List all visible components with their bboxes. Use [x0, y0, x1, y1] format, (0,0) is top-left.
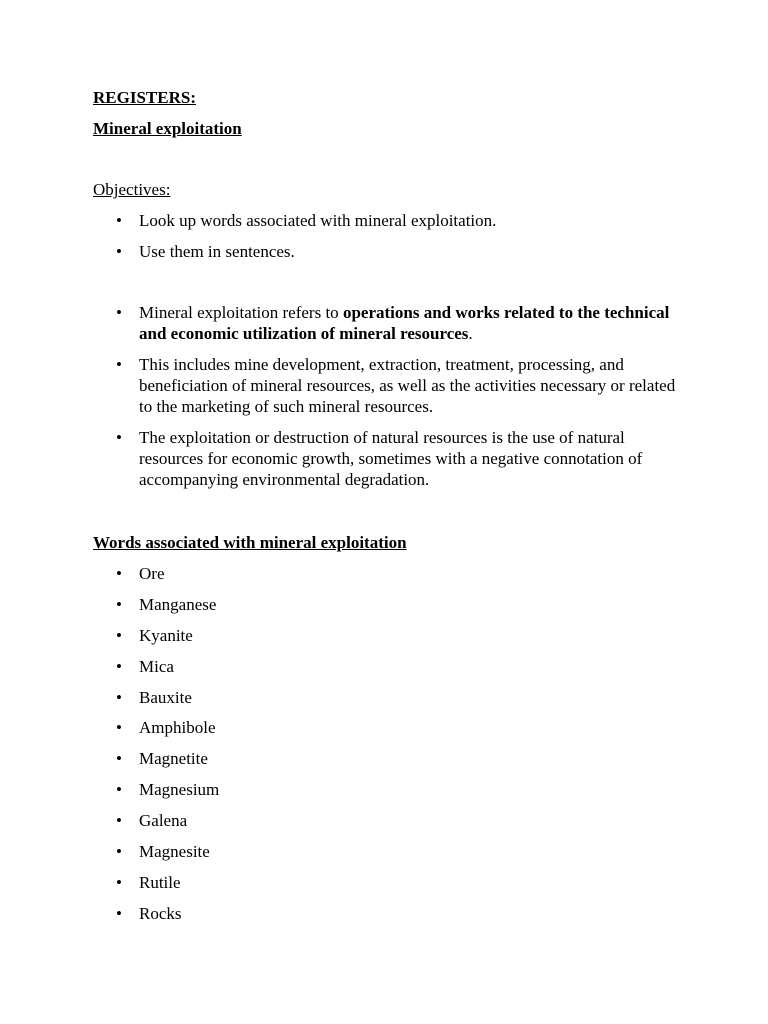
word-item	[0, 625, 684, 646]
page-heading: REGISTERS:	[93, 88, 196, 107]
bullet-icon: •	[116, 428, 122, 447]
bullet-icon: •	[116, 625, 122, 645]
definition-item	[0, 302, 684, 344]
word-text: Magnetite	[139, 749, 208, 769]
words-list	[0, 563, 768, 934]
words-heading: Words associated with mineral exploitation	[93, 533, 407, 552]
word-item	[0, 594, 684, 615]
word-text: Rocks	[139, 903, 182, 923]
word-item	[0, 656, 684, 677]
word-text: Manganese	[139, 594, 217, 614]
bullet-icon: •	[116, 594, 122, 614]
bullet-icon: •	[116, 656, 122, 676]
page-subheading: Mineral exploitation	[93, 119, 242, 138]
word-item	[0, 717, 684, 738]
definition-prefix: Mineral exploitation refers to	[139, 303, 343, 322]
definition-text: The exploitation or destruction of natural resources is the use of natural resources for economic growth, sometimes with a negative connotation of accompanying environmental degradation.	[139, 428, 643, 489]
word-item	[0, 841, 684, 862]
bullet-icon: •	[116, 211, 122, 230]
bullet-icon: •	[116, 872, 122, 892]
word-item	[0, 872, 684, 893]
bullet-icon: •	[116, 564, 122, 583]
bullet-icon: •	[116, 811, 122, 831]
objective-item	[0, 241, 684, 262]
bullet-icon: •	[116, 303, 122, 322]
word-item	[0, 810, 684, 831]
bullet-icon: •	[116, 749, 122, 769]
objectives-label: Objectives:	[93, 180, 171, 199]
definition-item	[0, 427, 684, 490]
bullet-icon: •	[116, 780, 122, 800]
word-text: Kyanite	[139, 625, 193, 645]
definition-text: This includes mine development, extraction, treatment, processing, and beneficiation of mineral resources, as well as the activities necessary or related to the marketing of such mineral resources.	[139, 355, 676, 416]
objective-item	[0, 210, 684, 231]
word-item	[0, 748, 684, 769]
word-text: Ore	[139, 564, 165, 583]
bullet-icon: •	[116, 718, 122, 738]
word-text: Magnesite	[139, 842, 210, 862]
word-text: Magnesium	[139, 780, 220, 800]
bullet-icon: •	[116, 355, 122, 374]
word-text: Bauxite	[139, 687, 192, 707]
objective-text: Look up words associated with mineral exploitation.	[139, 211, 497, 230]
bullet-icon: •	[116, 242, 122, 261]
bullet-icon: •	[116, 842, 122, 862]
word-text: Amphibole	[139, 718, 216, 738]
objective-text: Use them in sentences.	[139, 242, 295, 261]
bullet-icon: •	[116, 903, 122, 923]
definition-bold-text: operations and works related to the technical and economic utilization of mineral resources	[139, 303, 670, 343]
word-item	[0, 687, 684, 708]
word-text: Mica	[139, 656, 174, 676]
definition-suffix: .	[468, 324, 473, 343]
definitions-list	[0, 302, 768, 500]
bullet-icon: •	[116, 687, 122, 707]
definition-item	[0, 354, 684, 417]
word-item	[0, 779, 684, 800]
word-item	[0, 903, 684, 924]
word-text: Galena	[139, 811, 188, 831]
word-item	[0, 563, 684, 584]
objectives-list	[0, 210, 768, 272]
word-text: Rutile	[139, 872, 181, 892]
